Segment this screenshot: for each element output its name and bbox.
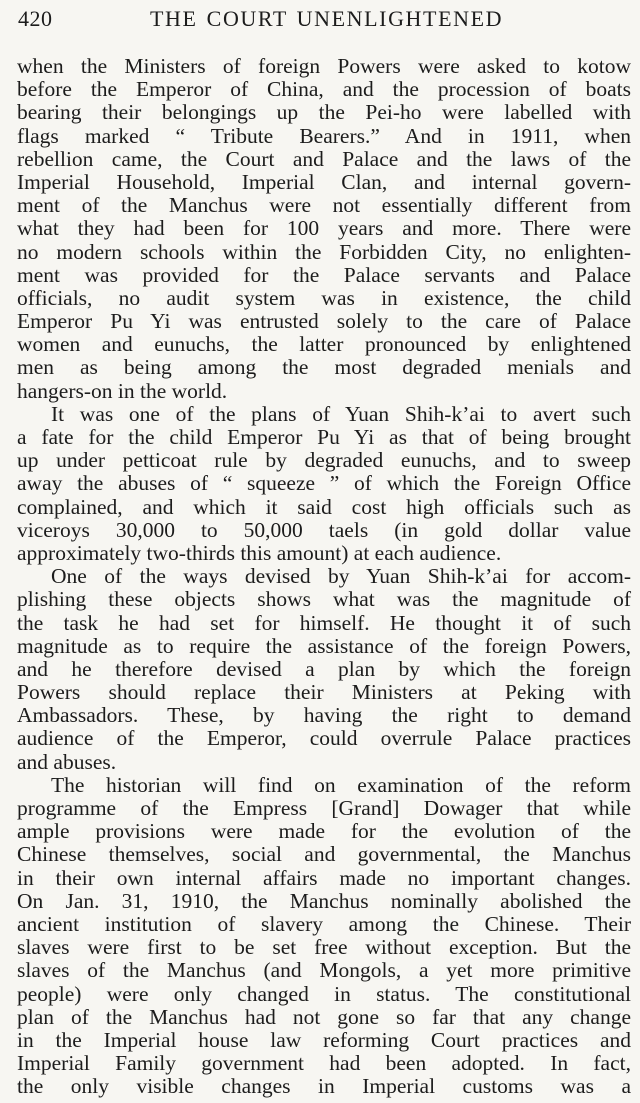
- text-line: Imperial Family government had been adopted. In fact,: [17, 1051, 631, 1076]
- running-title: THE COURT UNENLIGHTENED: [150, 6, 504, 31]
- paragraph: [17, 565, 631, 774]
- text-line: men as being among the most degraded menials and: [17, 355, 631, 380]
- text-line: The historian will find on examination of the reform: [51, 772, 631, 797]
- text-line: audience of the Emperor, could overrule Palace practices: [17, 726, 631, 751]
- text-line: flags marked “ Tribute Bearers.” And in 1911, when: [17, 123, 631, 148]
- text-line: in the Imperial house law reforming Court practices and: [17, 1027, 631, 1052]
- text-line: slaves were first to be set free without exception. But the: [17, 935, 631, 960]
- text-line: plan of the Manchus had not gone so far that any change: [17, 1004, 631, 1029]
- text-line: ment of the Manchus were not essentially different from: [17, 193, 631, 218]
- page-number: 420: [18, 6, 53, 31]
- text-line: Chinese themselves, social and governmental, the Manchus: [17, 842, 631, 867]
- text-line: a fate for the child Emperor Pu Yi as that of being brought: [17, 425, 631, 449]
- paragraph: [17, 403, 631, 565]
- text-line: ancient institution of slavery among the Chinese. Their: [17, 911, 631, 936]
- text-line: officials, no audit system was in existence, the child: [17, 285, 631, 310]
- text-line: slaves of the Manchus (and Mongols, a yet more primitive: [17, 958, 631, 983]
- text-line: plishing these objects shows what was the magnitude of: [17, 587, 631, 612]
- text-line: programme of the Empress [Grand] Dowager that while: [17, 796, 631, 820]
- text-line: magnitude as to require the assistance of the foreign Powers,: [17, 633, 631, 658]
- text-line: up under petticoat rule by degraded eunuchs, and to sweep: [17, 448, 631, 473]
- text-line: bearing their belongings up the Pei-ho were labelled with: [17, 100, 631, 125]
- text-line: away the abuses of “ squeeze ” of which the Foreign Office: [17, 471, 631, 496]
- text-line: ment was provided for the Palace servants and Palace: [17, 262, 631, 287]
- text-line: no modern schools within the Forbidden City, no enlighten-: [17, 239, 631, 264]
- paragraph: [17, 55, 631, 403]
- text-line: and he therefore devised a plan by which the foreign: [17, 656, 631, 681]
- paragraph: [17, 774, 631, 1099]
- text-line: On Jan. 31, 1910, the Manchus nominally abolished the: [17, 888, 631, 913]
- text-line: viceroys 30,000 to 50,000 taels (in gold dollar value: [17, 517, 631, 542]
- body-text: [17, 55, 631, 1098]
- text-line: rebellion came, the Court and Palace and the laws of the: [17, 146, 631, 171]
- text-line: the only visible changes in Imperial customs was a: [17, 1074, 631, 1099]
- text-line: women and eunuchs, the latter pronounced by enlightened: [17, 332, 631, 357]
- page-header: [16, 6, 632, 36]
- text-line: in their own internal affairs made no important changes.: [17, 865, 631, 890]
- text-line: when the Ministers of foreign Powers were asked to kotow: [17, 54, 631, 78]
- text-line: what they had been for 100 years and more. There were: [17, 216, 631, 241]
- text-line: hangers-on in the world.: [17, 378, 228, 403]
- text-line: and abuses.: [17, 749, 117, 774]
- text-line: Imperial Household, Imperial Clan, and internal govern-: [17, 169, 631, 194]
- text-line: people) were only changed in status. The constitutional: [17, 981, 631, 1006]
- text-line: complained, and which it said cost high officials such as: [17, 494, 631, 519]
- text-line: the task he had set for himself. He thought it of such: [17, 610, 631, 635]
- text-line: Powers should replace their Ministers at Peking with: [17, 680, 631, 705]
- text-line: approximately two-thirds this amount) at each audience.: [17, 540, 502, 565]
- text-line: Emperor Pu Yi was entrusted solely to the care of Palace: [17, 309, 631, 334]
- text-line: before the Emperor of China, and the procession of boats: [17, 77, 631, 102]
- text-line: Ambassadors. These, by having the right to demand: [17, 703, 631, 728]
- text-line: It was one of the plans of Yuan Shih-k’ai to avert such: [51, 401, 631, 426]
- text-line: ample provisions were made for the evolution of the: [17, 819, 631, 844]
- text-line: One of the ways devised by Yuan Shih-k’ai for accom-: [51, 564, 631, 589]
